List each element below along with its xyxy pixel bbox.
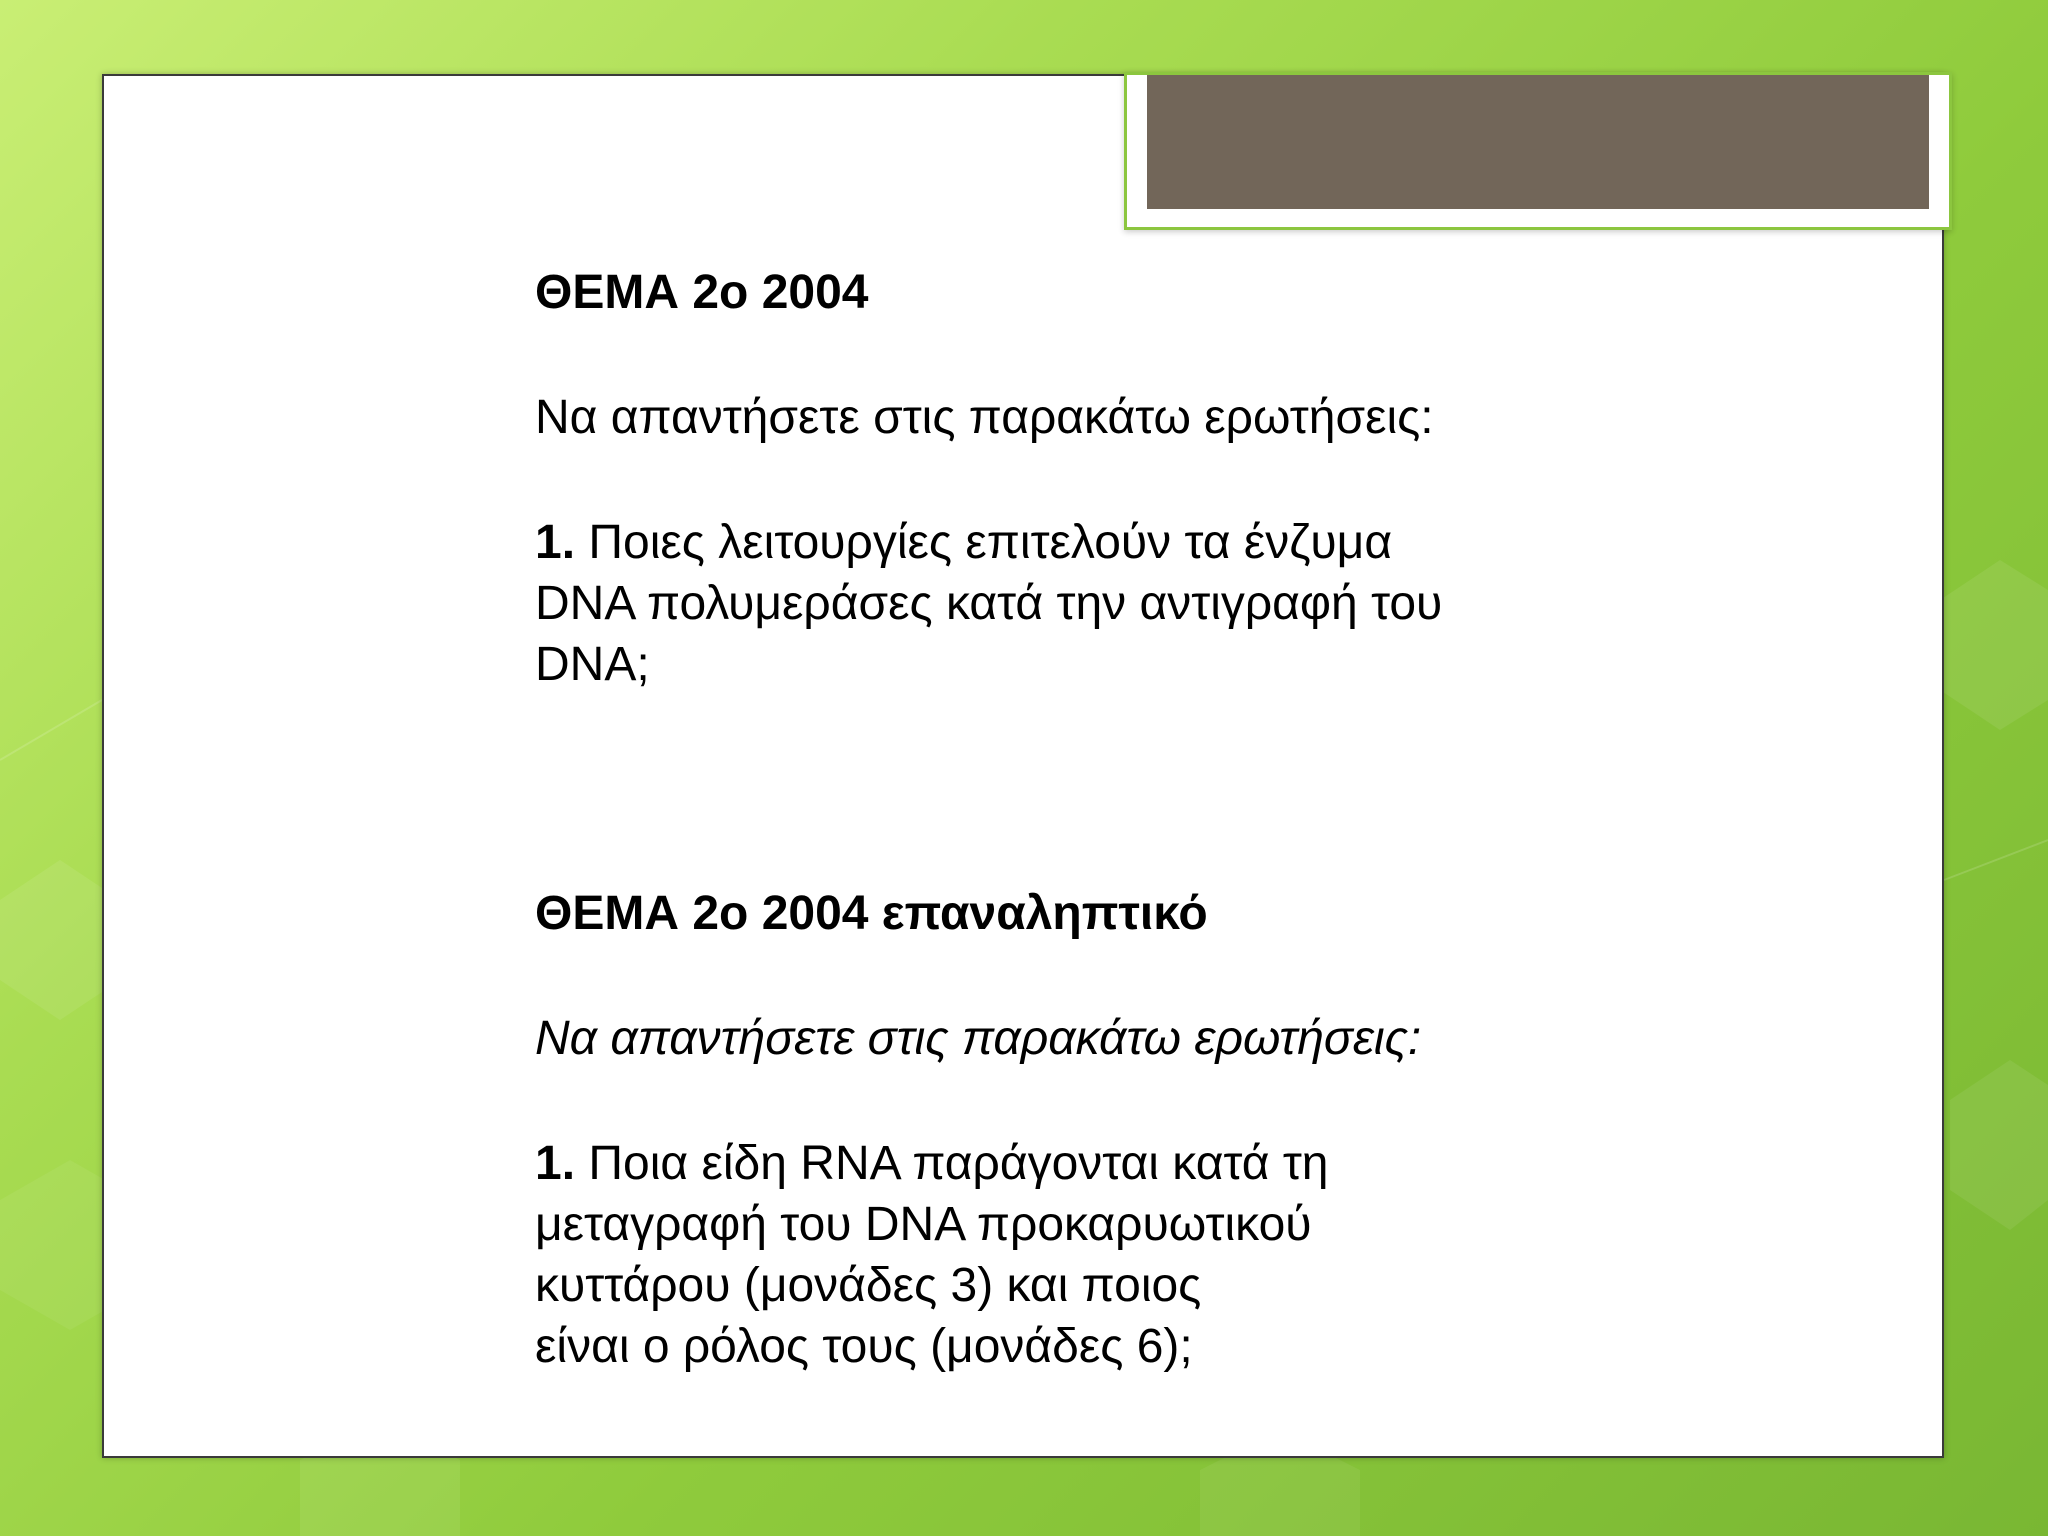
section1-question-line3: DNA; xyxy=(535,638,650,691)
section1-question xyxy=(535,512,1575,573)
section2-question-line1: Ποια είδη RNA παράγονται κατά τη xyxy=(575,1137,1329,1190)
section1-question-number: 1. xyxy=(535,516,576,569)
section1-instruction: Να απαντήσετε στις παρακάτω ερωτήσεις: xyxy=(535,391,1434,444)
section2-question-line2: μεταγραφή του DNA προκαρυωτικού xyxy=(535,1198,1312,1251)
title-placeholder xyxy=(1147,75,1929,209)
slide-content xyxy=(535,262,1575,1377)
section1-question-line2: DNA πολυμεράσες κατά την αντιγραφή του xyxy=(535,577,1443,630)
section2-heading: ΘΕΜΑ 2ο 2004 επαναληπτικό xyxy=(535,887,1208,940)
section2-question xyxy=(535,1133,1575,1194)
section2-question-line4: είναι ο ρόλος τους (μονάδες 6); xyxy=(535,1320,1193,1373)
title-frame xyxy=(1124,72,1952,230)
section1-question-line1: Ποιες λειτουργίες επιτελούν τα ένζυμα xyxy=(575,516,1393,569)
section1-heading: ΘΕΜΑ 2ο 2004 xyxy=(535,266,869,319)
section2-question-number: 1. xyxy=(535,1137,576,1190)
section2-instruction: Να απαντήσετε στις παρακάτω ερωτήσεις: xyxy=(535,1012,1422,1065)
section2-question-line3: κυττάρου (μονάδες 3) και ποιος xyxy=(535,1259,1202,1312)
